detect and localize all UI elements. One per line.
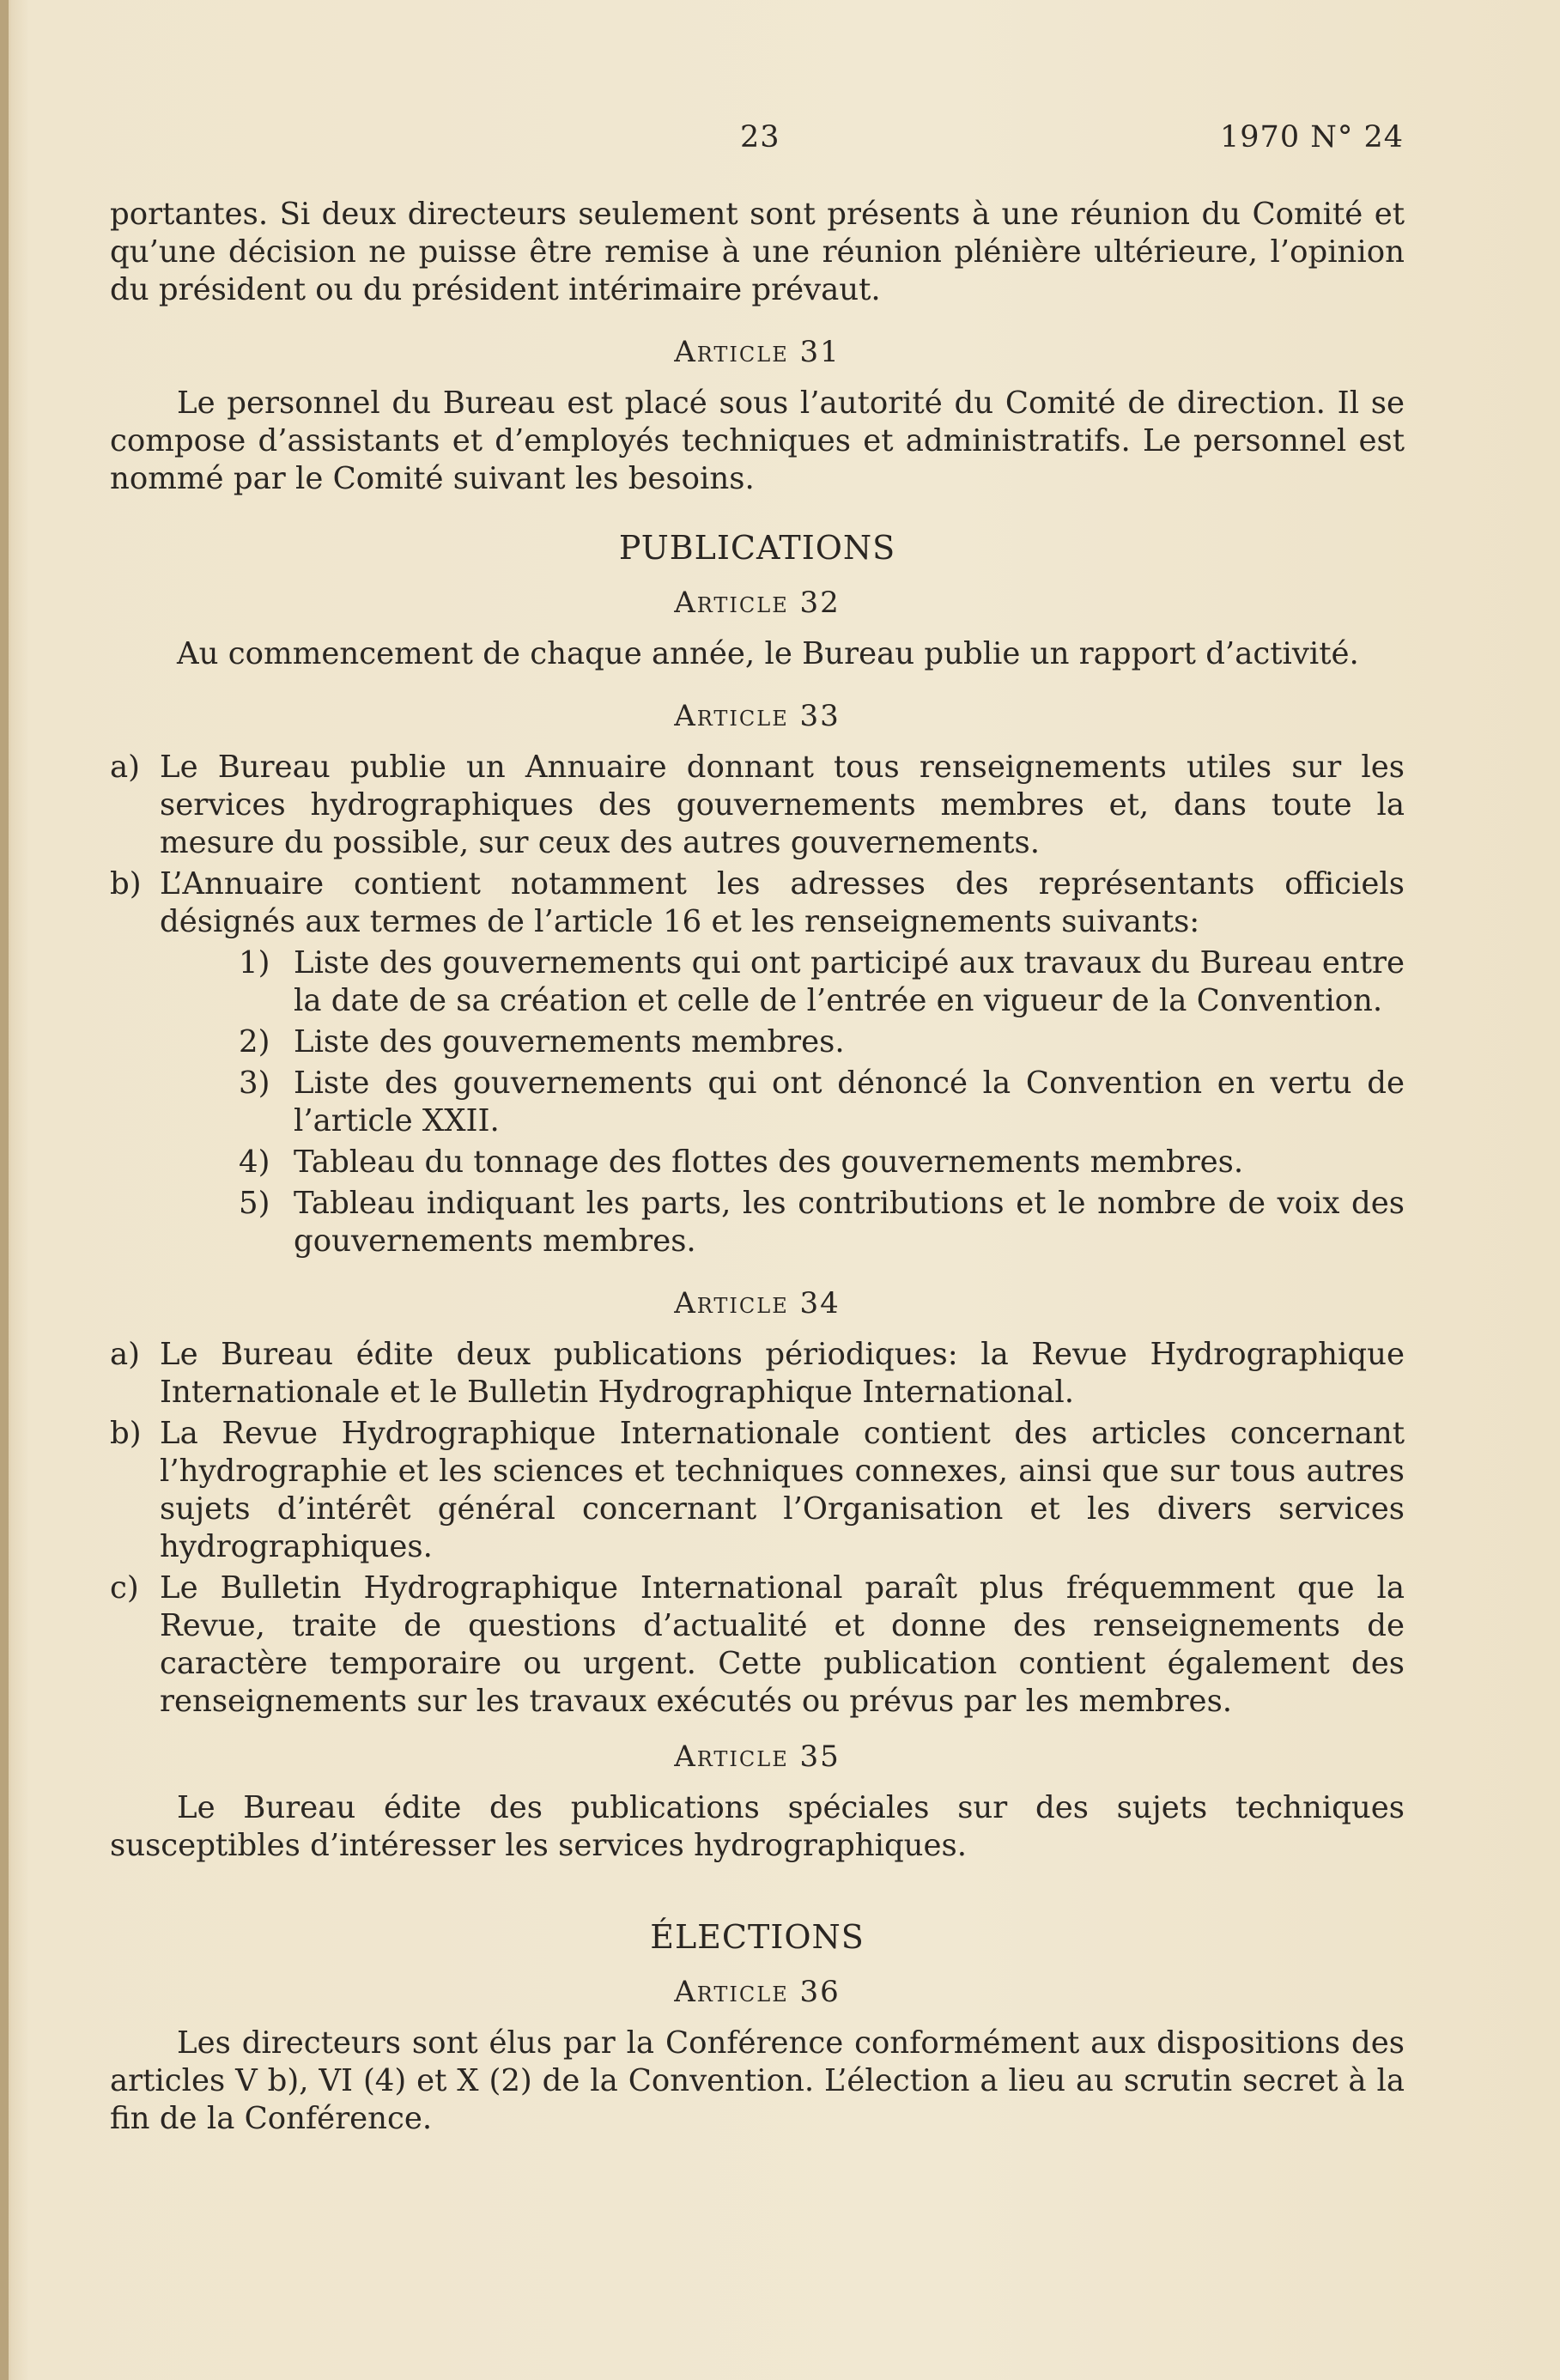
item-text: L’Annuaire contient notamment les adresses des représentants officiels désignés aux termes de l’article 16 et les renseignements suivants: (160, 866, 1405, 939)
article-33-item-b (110, 865, 1405, 941)
article-33-subitem-2 (110, 1023, 1405, 1061)
section-publications-heading: PUBLICATIONS (618, 529, 896, 567)
subitem-label: 1) (239, 945, 270, 981)
document-body (110, 196, 1405, 2138)
item-label: c) (110, 1570, 139, 1606)
intro-paragraph: portantes. Si deux directeurs seulement sont présents à une réunion du Comité et qu’une décision ne puisse être remise à une réunion plénière ultérieure, l’opinion du président ou du président intérimaire prévaut. (110, 197, 1405, 307)
section-elections-heading: ÉLECTIONS (650, 1918, 865, 1956)
subitem-text: Tableau du tonnage des flottes des gouvernements membres. (294, 1144, 1244, 1180)
item-label: a) (110, 1337, 141, 1372)
page-header (0, 120, 1560, 163)
subitem-text: Liste des gouvernements qui ont dénoncé la Convention en vertu de l’article XXII. (294, 1066, 1405, 1138)
article-33-subitem-4 (110, 1144, 1405, 1181)
item-text: Le Bureau publie un Annuaire donnant tous renseignements utiles sur les services hydrographiques des gouvernements membres et, dans toute la mesure du possible, sur ceux des autres gouvernements. (160, 750, 1405, 860)
article-36-heading: Article 36 (674, 1975, 841, 2009)
item-text: La Revue Hydrographique Internationale contient des articles concernant l’hydrographie et les sciences et techniques connexes, ainsi que sur tous autres sujets d’intérêt général concernant l’Organisation et les divers services hydrographiques. (160, 1416, 1405, 1564)
article-33-subitem-3 (110, 1065, 1405, 1140)
article-32-text: Au commencement de chaque année, le Bureau publie un rapport d’activité. (177, 636, 1359, 671)
subitem-label: 2) (239, 1024, 270, 1059)
article-33-item-a (110, 749, 1405, 862)
item-label: a) (110, 750, 141, 785)
article-34-item-a (110, 1336, 1405, 1412)
article-34-item-b (110, 1415, 1405, 1566)
item-label: b) (110, 1416, 142, 1451)
article-35-text: Le Bureau édite des publications spéciales sur des sujets techniques susceptibles d’intéresser les services hydrographiques. (110, 1790, 1405, 1863)
article-34-item-c (110, 1569, 1405, 1721)
article-35-heading: Article 35 (674, 1739, 841, 1774)
page-number: 23 (740, 120, 780, 155)
article-33-heading: Article 33 (674, 699, 841, 733)
article-36-text: Les directeurs sont élus par la Conférence conformément aux dispositions des articles V b), VI (4) et X (2) de la Convention. L’élection a lieu au scrutin secret à la fin de la Conférence. (110, 2025, 1405, 2136)
subitem-label: 5) (239, 1186, 270, 1221)
item-label: b) (110, 866, 142, 902)
article-32-heading: Article 32 (674, 586, 841, 620)
subitem-label: 4) (239, 1144, 270, 1180)
subitem-text: Liste des gouvernements qui ont participé aux travaux du Bureau entre la date de sa création et celle de l’entrée en vigueur de la Convention. (294, 945, 1405, 1018)
subitem-text: Tableau indiquant les parts, les contributions et le nombre de voix des gouvernements membres. (294, 1186, 1405, 1259)
article-33-subitem-5 (110, 1185, 1405, 1260)
issue-number: 1970 N° 24 (1220, 120, 1404, 155)
article-31-heading: Article 31 (674, 335, 841, 369)
subitem-label: 3) (239, 1066, 270, 1101)
item-text: Le Bulletin Hydrographique International paraît plus fréquemment que la Revue, traite de questions d’actualité et donne des renseignements de caractère temporaire ou urgent. Cette publication contient également des renseignements sur les travaux exécutés ou prévus par les membres. (160, 1570, 1405, 1719)
item-text: Le Bureau édite deux publications périodiques: la Revue Hydrographique Internationale et le Bulletin Hydrographique International. (160, 1337, 1405, 1410)
article-31-text: Le personnel du Bureau est placé sous l’autorité du Comité de direction. Il se compose d’assistants et d’employés techniques et administratifs. Le personnel est nommé par le Comité suivant les besoins. (110, 386, 1405, 496)
article-33-subitem-1 (110, 944, 1405, 1020)
subitem-text: Liste des gouvernements membres. (294, 1024, 845, 1059)
article-34-heading: Article 34 (674, 1286, 841, 1321)
book-spine-edge (0, 0, 9, 2380)
